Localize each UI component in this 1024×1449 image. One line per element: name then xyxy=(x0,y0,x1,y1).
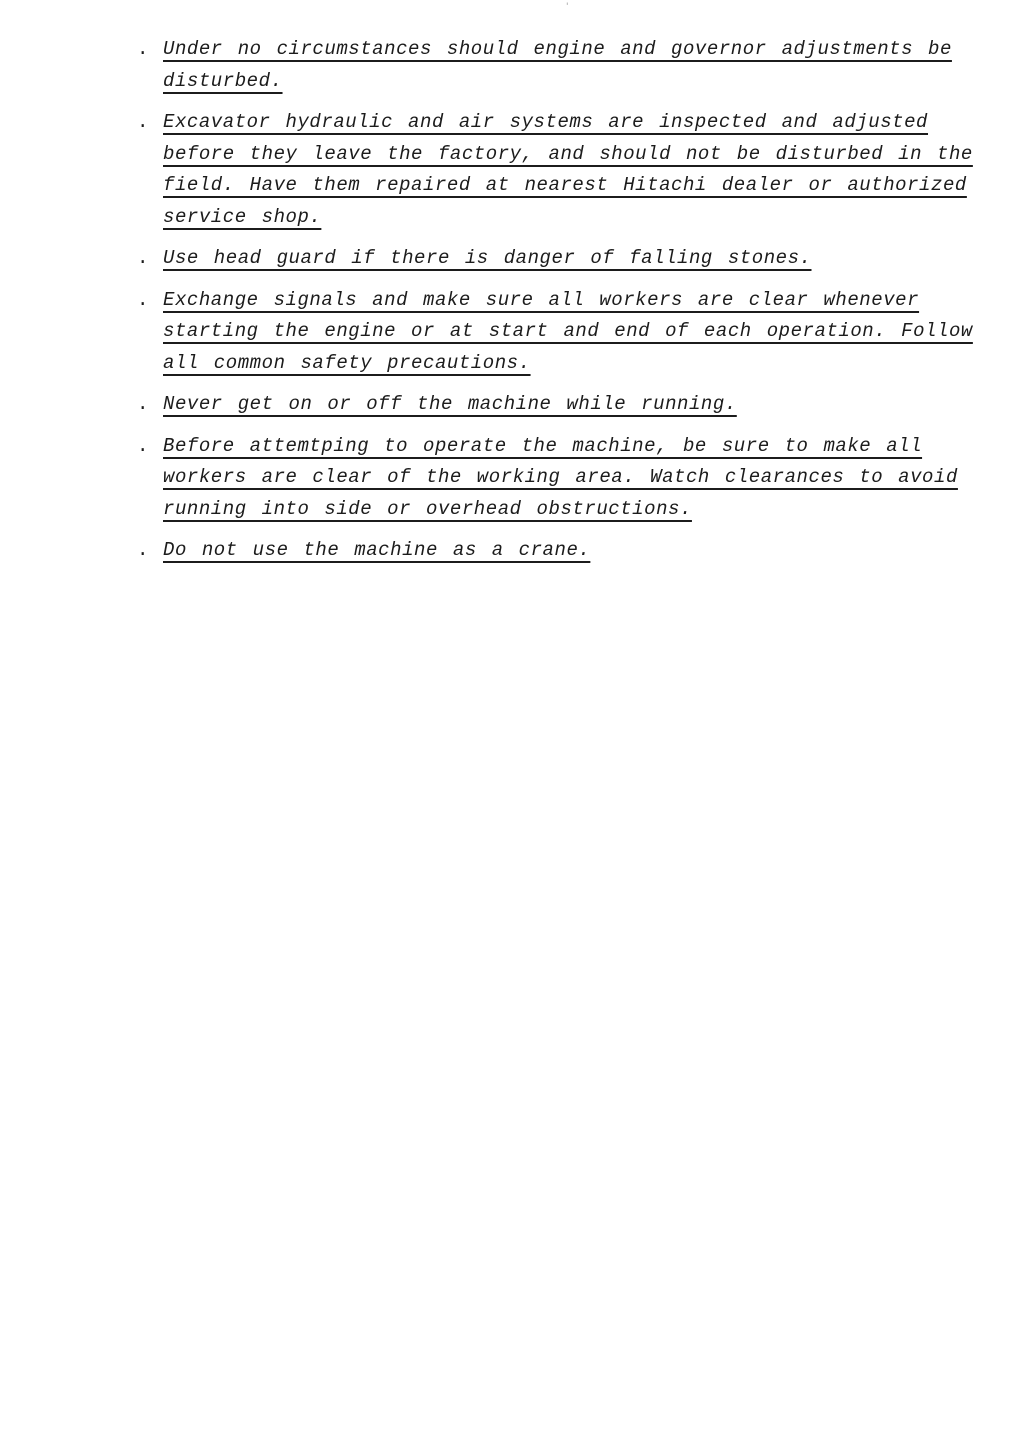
list-item xyxy=(135,431,995,526)
list-item xyxy=(135,535,995,567)
list-item-text: Exchange signals and make sure all workers are clear whenever starting the engine or at start and end of each operation. Follow all common safety precautions. xyxy=(163,288,973,374)
list-item-text: Excavator hydraulic and air systems are inspected and adjusted before they leave the factory, and should not be disturbed in the field. Have them repaired at nearest Hitachi dealer or authorized service shop. xyxy=(163,111,973,228)
bullet-mark: . xyxy=(137,38,149,60)
list-item xyxy=(135,107,995,233)
list-item-text: Never get on or off the machine while running. xyxy=(163,393,737,415)
list-item xyxy=(135,34,995,97)
list-item xyxy=(135,243,995,275)
bullet-mark: . xyxy=(137,434,149,457)
bullet-mark: . xyxy=(137,393,149,415)
bullet-mark: . xyxy=(137,247,149,269)
list-item-text: Before attemtping to operate the machine, be sure to make all workers are clear of the working area. Watch clearances to avoid running into side or overhead obstructions. xyxy=(163,434,958,520)
scan-speck: ' xyxy=(566,2,569,12)
list-item-text: Do not use the machine as a crane. xyxy=(163,539,591,561)
list-item xyxy=(135,389,995,421)
bullet-mark: . xyxy=(137,288,149,311)
list-item-text: Use head guard if there is danger of falling stones. xyxy=(163,247,812,269)
bullet-mark: . xyxy=(137,539,149,561)
safety-precautions-list xyxy=(135,34,995,577)
bullet-mark: . xyxy=(137,111,149,133)
list-item-text: Under no circumstances should engine and governor adjustments be disturbed. xyxy=(163,38,952,92)
list-item xyxy=(135,285,995,380)
